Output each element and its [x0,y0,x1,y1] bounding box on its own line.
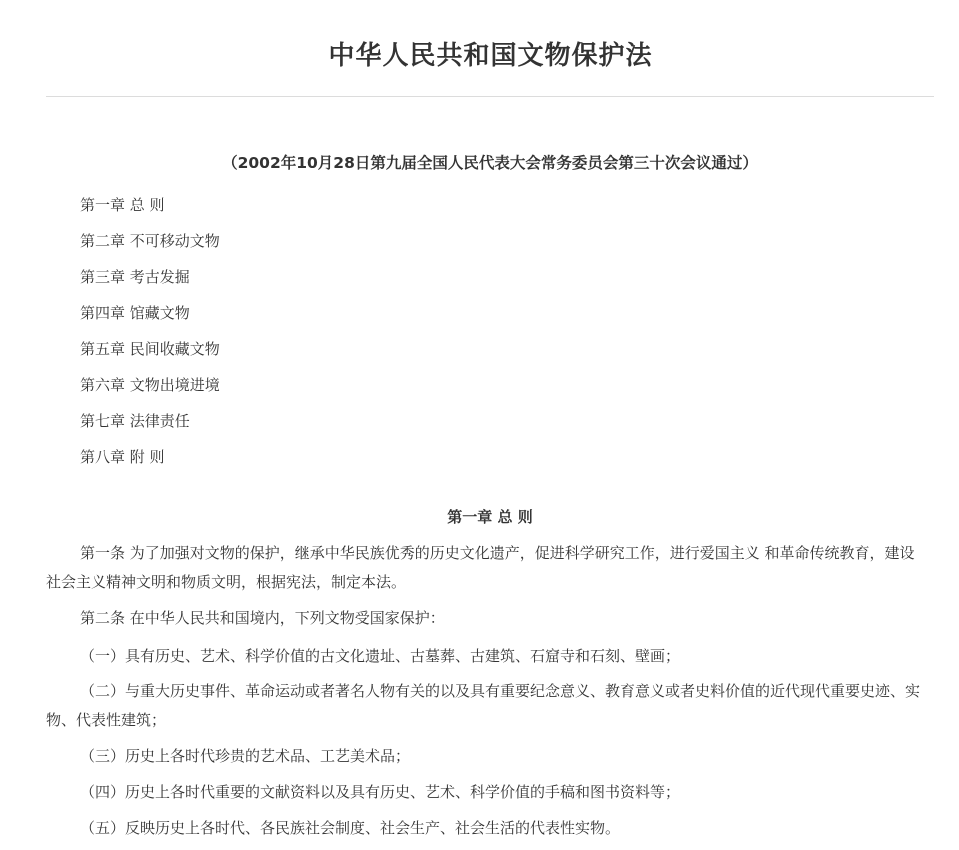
toc-item-chapter-5: 第五章 民间收藏文物 [80,340,220,358]
article-2-item-2: （二）与重大历史事件、革命运动或者著名人物有关的以及具有重要纪念意义、教育意义或者史料价值的近代现代重要史迹、实物、代表性建筑； [46,682,921,729]
title-divider [46,96,934,97]
toc-item-chapter-8: 第八章 附 则 [80,448,165,466]
toc-item-chapter-7: 第七章 法律责任 [80,412,190,430]
document-subtitle: （2002年10月28日第九届全国人民代表大会常务委员会第三十次会议通过） [222,154,758,172]
table-of-contents [80,187,220,475]
article-1: 第一条 为了加强对文物的保护，继承中华民族优秀的历史文化遗产，促进科学研究工作，进行爱国主义 和革命传统教育，建设社会主义精神文明和物质文明，根据宪法，制定本法。 [46,544,915,591]
article-2: 第二条 在中华人民共和国境内，下列文物受国家保护： [80,609,445,627]
toc-item-chapter-1: 第一章 总 则 [80,196,165,214]
toc-item-chapter-2: 第二章 不可移动文物 [80,232,220,250]
article-2-item-1: （一）具有历史、艺术、科学价值的古文化遗址、古墓葬、古建筑、石窟寺和石刻、壁画； [80,647,681,665]
toc-item-chapter-4: 第四章 馆藏文物 [80,304,190,322]
toc-item-chapter-3: 第三章 考古发掘 [80,268,190,286]
article-2-item-5: （五）反映历史上各时代、各民族社会制度、社会生产、社会生活的代表性实物。 [80,819,621,837]
toc-item-chapter-6: 第六章 文物出境进境 [80,376,220,394]
article-2-item-4: （四）历史上各时代重要的文献资料以及具有历史、艺术、科学价值的手稿和图书资料等； [80,783,681,801]
article-2-item-3: （三）历史上各时代珍贵的艺术品、工艺美术品； [80,747,411,765]
chapter-heading: 第一章 总 则 [447,508,533,526]
page-title: 中华人民共和国文物保护法 [328,41,653,71]
